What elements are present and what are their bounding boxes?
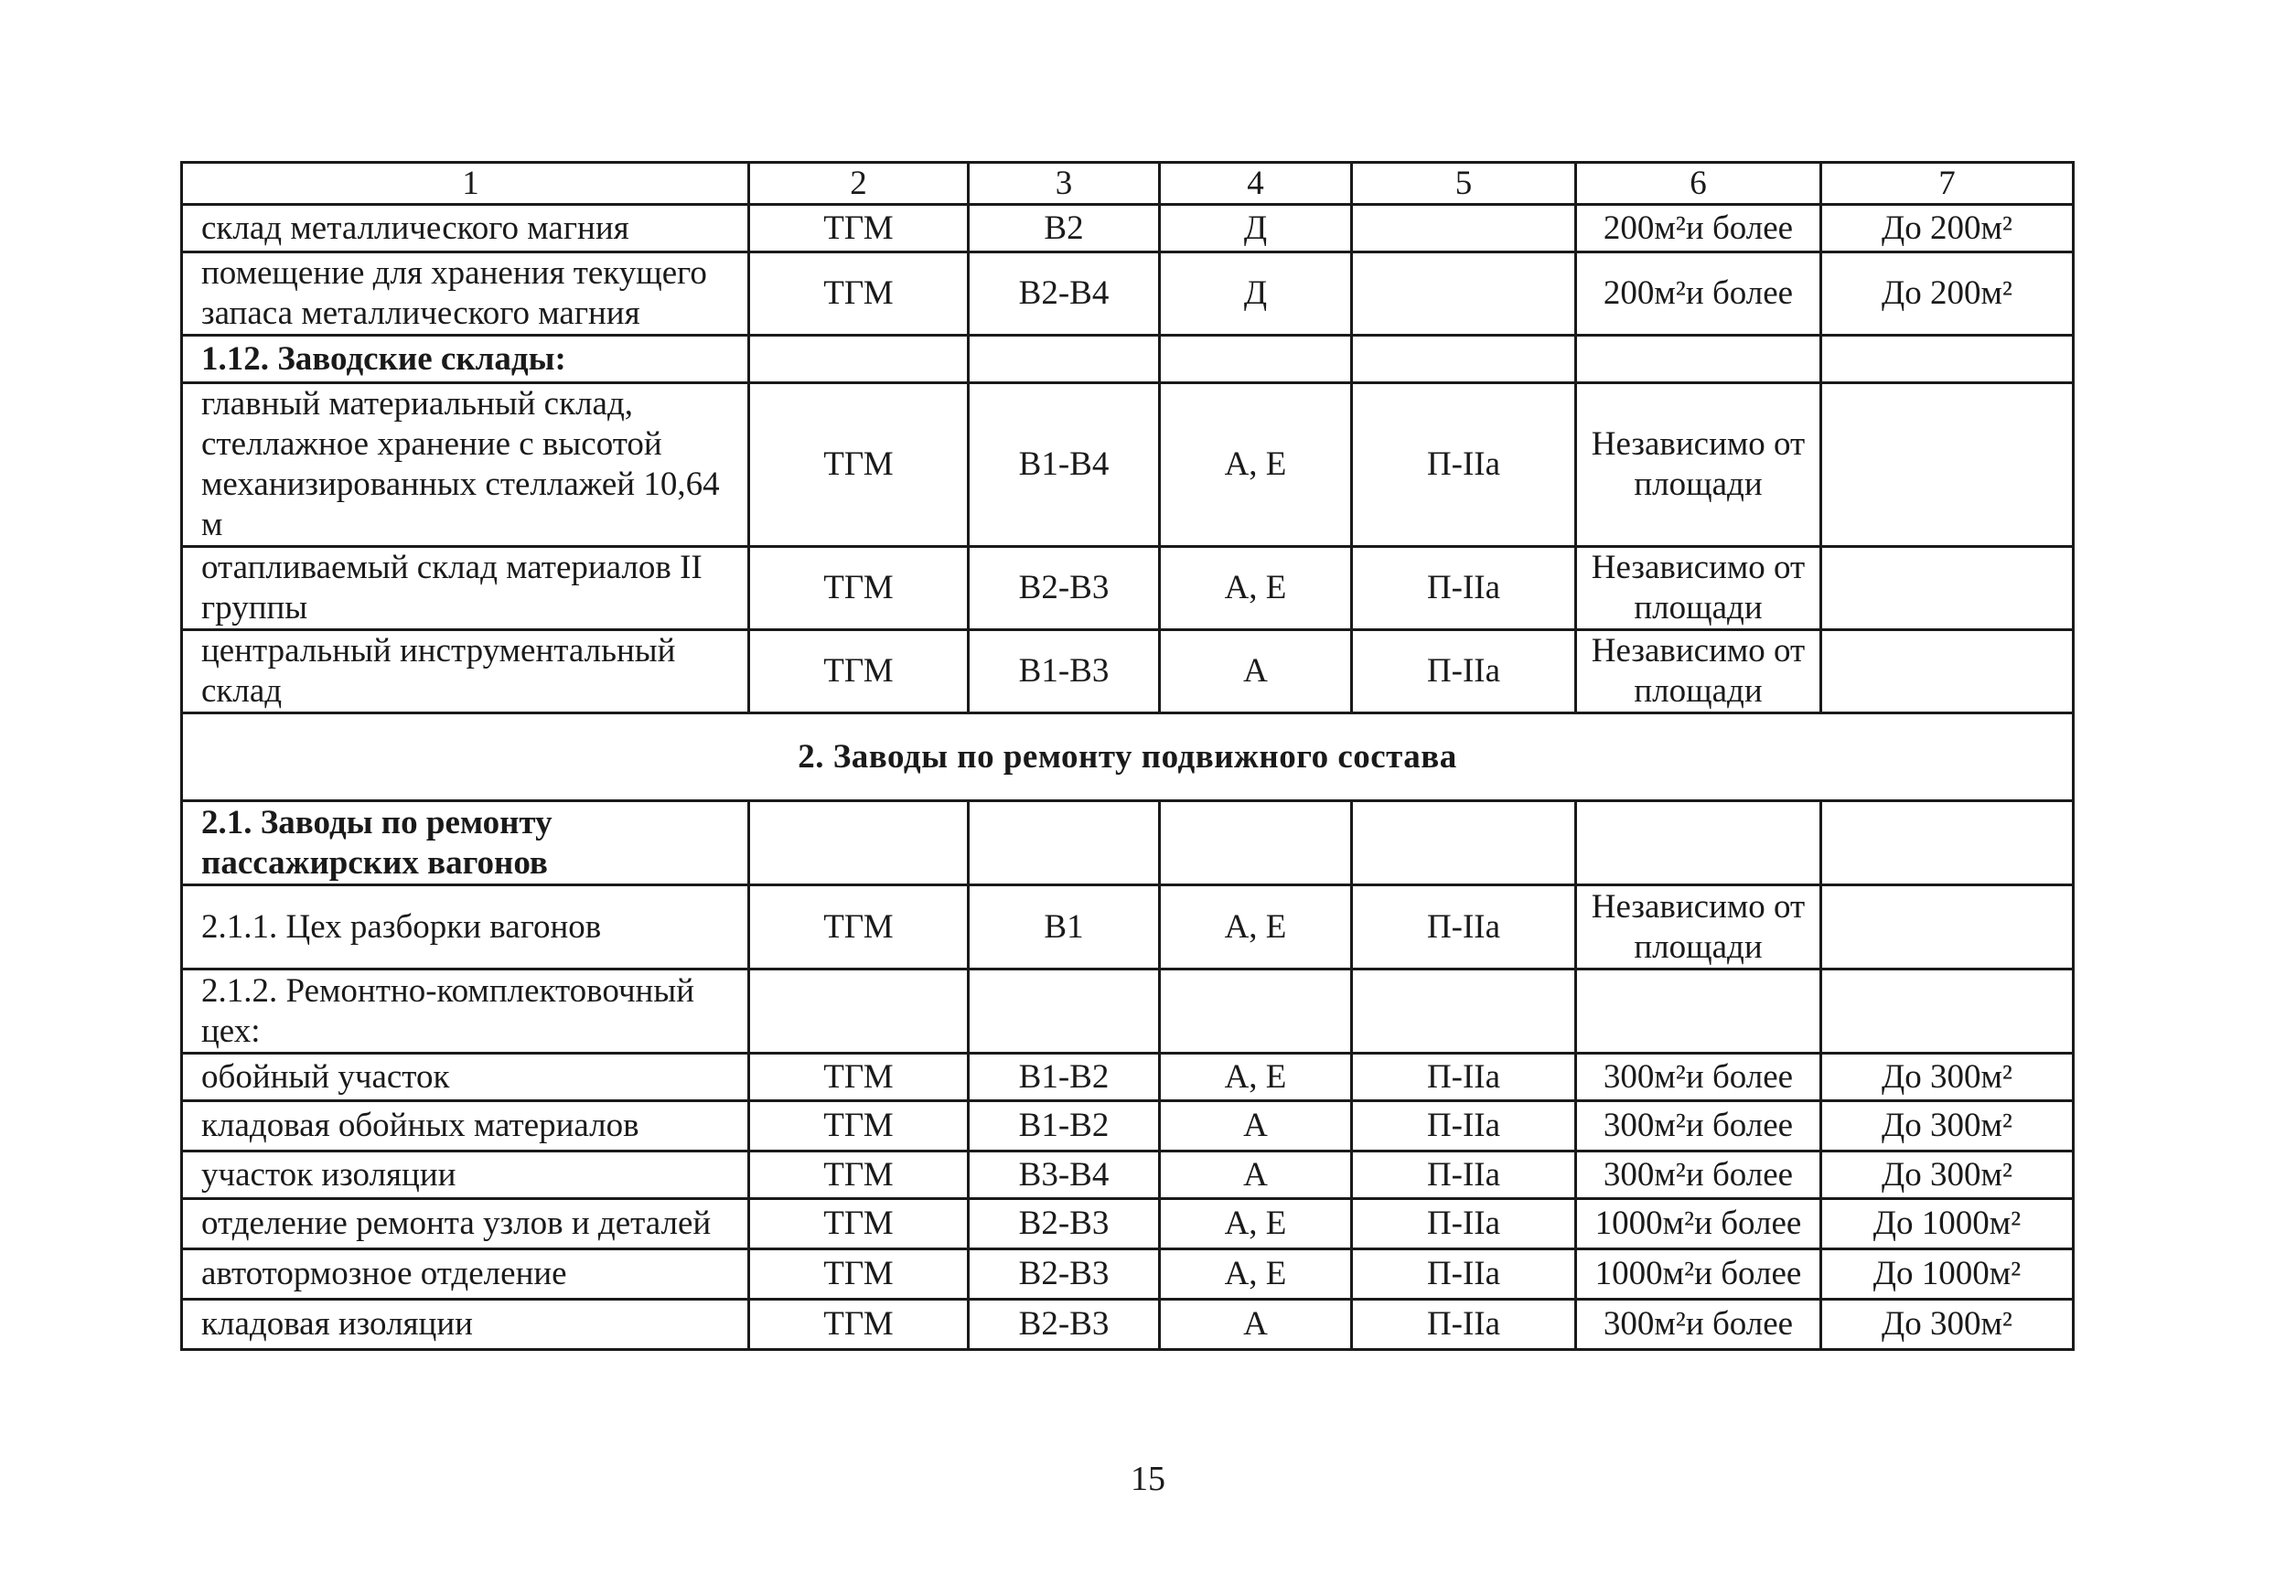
cell-category [969, 336, 1160, 383]
cell-zone: П-IIа [1352, 1199, 1576, 1249]
cell-class: А [1160, 1151, 1352, 1199]
cell-class: А, Е [1160, 1054, 1352, 1101]
cell-threshold-small [1821, 336, 2074, 383]
cell-name: 2.1.2. Ремонтно-комплектовочный цех: [182, 969, 749, 1054]
cell-class: А, Е [1160, 885, 1352, 969]
cell-threshold-large: 200м²и более [1576, 252, 1821, 336]
cell-name: 2.1. Заводы по ремонту пассажирских вагонов [182, 801, 749, 885]
cell-class: Д [1160, 205, 1352, 252]
cell-class: А, Е [1160, 383, 1352, 547]
cell-threshold-large: 300м²и более [1576, 1300, 1821, 1350]
column-number-7: 7 [1821, 163, 2074, 205]
cell-name: склад металлического магния [182, 205, 749, 252]
table-row [182, 252, 2074, 336]
cell-zone [1352, 969, 1576, 1054]
cell-zone: П-IIа [1352, 1249, 1576, 1300]
cell-threshold-large: 1000м²и более [1576, 1249, 1821, 1300]
cell-zone [1352, 801, 1576, 885]
cell-method: ТГМ [749, 1199, 969, 1249]
cell-zone [1352, 336, 1576, 383]
cell-zone: П-IIа [1352, 630, 1576, 713]
cell-name: автотормозное отделение [182, 1249, 749, 1300]
table-row [182, 885, 2074, 969]
cell-threshold-small [1821, 547, 2074, 630]
cell-name: главный материальный склад, стеллажное хранение с высотой механизированных стеллажей 10,64 м [182, 383, 749, 547]
table-row [182, 630, 2074, 713]
cell-threshold-large: 300м²и более [1576, 1151, 1821, 1199]
cell-class [1160, 801, 1352, 885]
column-number-6: 6 [1576, 163, 1821, 205]
cell-class: А, Е [1160, 1199, 1352, 1249]
cell-method: ТГМ [749, 1054, 969, 1101]
cell-zone: П-IIа [1352, 1151, 1576, 1199]
cell-threshold-small: До 200м² [1821, 252, 2074, 336]
cell-category: В2 [969, 205, 1160, 252]
cell-threshold-small: До 300м² [1821, 1151, 2074, 1199]
column-number-row [182, 163, 2074, 205]
cell-method: ТГМ [749, 1101, 969, 1151]
cell-class: А, Е [1160, 1249, 1352, 1300]
section-title: 2. Заводы по ремонту подвижного состава [182, 713, 2074, 801]
cell-threshold-large: Независимо от площади [1576, 630, 1821, 713]
cell-threshold-large: Независимо от площади [1576, 885, 1821, 969]
cell-zone: П-IIа [1352, 547, 1576, 630]
cell-threshold-small: До 300м² [1821, 1054, 2074, 1101]
cell-threshold-small: До 200м² [1821, 205, 2074, 252]
subheading-row [182, 336, 2074, 383]
cell-class: Д [1160, 252, 1352, 336]
cell-threshold-small [1821, 383, 2074, 547]
column-number-4: 4 [1160, 163, 1352, 205]
cell-method: ТГМ [749, 1300, 969, 1350]
cell-class [1160, 969, 1352, 1054]
cell-zone: П-IIа [1352, 1054, 1576, 1101]
cell-zone: П-IIа [1352, 1300, 1576, 1350]
cell-category: В3-В4 [969, 1151, 1160, 1199]
cell-name: отделение ремонта узлов и деталей [182, 1199, 749, 1249]
cell-name: кладовая изоляции [182, 1300, 749, 1350]
cell-threshold-large: 1000м²и более [1576, 1199, 1821, 1249]
cell-category: В1-В2 [969, 1101, 1160, 1151]
cell-class: А, Е [1160, 547, 1352, 630]
cell-zone: П-IIа [1352, 383, 1576, 547]
requirements-table [180, 161, 2075, 1351]
cell-name: участок изоляции [182, 1151, 749, 1199]
cell-category: В1-В3 [969, 630, 1160, 713]
cell-threshold-large [1576, 969, 1821, 1054]
cell-threshold-small: До 1000м² [1821, 1249, 2074, 1300]
cell-name: отапливаемый склад материалов II группы [182, 547, 749, 630]
cell-name: 1.12. Заводские склады: [182, 336, 749, 383]
cell-category [969, 969, 1160, 1054]
section-row [182, 713, 2074, 801]
cell-threshold-large [1576, 801, 1821, 885]
cell-category: В1-В4 [969, 383, 1160, 547]
cell-name: 2.1.1. Цех разборки вагонов [182, 885, 749, 969]
cell-method [749, 801, 969, 885]
cell-threshold-small [1821, 885, 2074, 969]
cell-category: В2-В3 [969, 1249, 1160, 1300]
cell-name: обойный участок [182, 1054, 749, 1101]
cell-threshold-large: Независимо от площади [1576, 547, 1821, 630]
cell-zone [1352, 205, 1576, 252]
table-row [182, 1054, 2074, 1101]
table-row [182, 1249, 2074, 1300]
cell-threshold-large: 300м²и более [1576, 1101, 1821, 1151]
cell-method: ТГМ [749, 205, 969, 252]
cell-category: В2-В3 [969, 1199, 1160, 1249]
cell-name: центральный инструментальный склад [182, 630, 749, 713]
column-number-3: 3 [969, 163, 1160, 205]
cell-threshold-small: До 1000м² [1821, 1199, 2074, 1249]
cell-threshold-small [1821, 630, 2074, 713]
cell-category: В2-В3 [969, 547, 1160, 630]
subheading-row [182, 801, 2074, 885]
cell-threshold-large: 300м²и более [1576, 1054, 1821, 1101]
cell-class [1160, 336, 1352, 383]
cell-class: А [1160, 1300, 1352, 1350]
cell-threshold-small: До 300м² [1821, 1101, 2074, 1151]
cell-method: ТГМ [749, 547, 969, 630]
table-body [182, 163, 2074, 1350]
column-number-1: 1 [182, 163, 749, 205]
cell-threshold-small [1821, 801, 2074, 885]
cell-class: А [1160, 1101, 1352, 1151]
cell-class: А [1160, 630, 1352, 713]
table-row [182, 383, 2074, 547]
table-row [182, 547, 2074, 630]
cell-category: В1 [969, 885, 1160, 969]
table-row [182, 1151, 2074, 1199]
cell-method [749, 969, 969, 1054]
cell-zone: П-IIа [1352, 1101, 1576, 1151]
cell-zone [1352, 252, 1576, 336]
cell-category [969, 801, 1160, 885]
cell-method: ТГМ [749, 1151, 969, 1199]
table-row [182, 205, 2074, 252]
cell-threshold-large: Независимо от площади [1576, 383, 1821, 547]
cell-threshold-small: До 300м² [1821, 1300, 2074, 1350]
cell-method: ТГМ [749, 630, 969, 713]
cell-method: ТГМ [749, 383, 969, 547]
table-row [182, 1300, 2074, 1350]
table-row [182, 1101, 2074, 1151]
column-number-2: 2 [749, 163, 969, 205]
cell-method: ТГМ [749, 1249, 969, 1300]
cell-name: кладовая обойных материалов [182, 1101, 749, 1151]
cell-category: В2-В3 [969, 1300, 1160, 1350]
cell-name: помещение для хранения текущего запаса металлического магния [182, 252, 749, 336]
cell-method [749, 336, 969, 383]
cell-zone: П-IIа [1352, 885, 1576, 969]
cell-method: ТГМ [749, 252, 969, 336]
cell-threshold-large [1576, 336, 1821, 383]
table-row [182, 1199, 2074, 1249]
column-number-5: 5 [1352, 163, 1576, 205]
cell-method: ТГМ [749, 885, 969, 969]
cell-category: В2-В4 [969, 252, 1160, 336]
cell-category: В1-В2 [969, 1054, 1160, 1101]
cell-threshold-large: 200м²и более [1576, 205, 1821, 252]
cell-threshold-small [1821, 969, 2074, 1054]
page-number: 15 [1131, 1460, 1165, 1498]
table-row [182, 969, 2074, 1054]
